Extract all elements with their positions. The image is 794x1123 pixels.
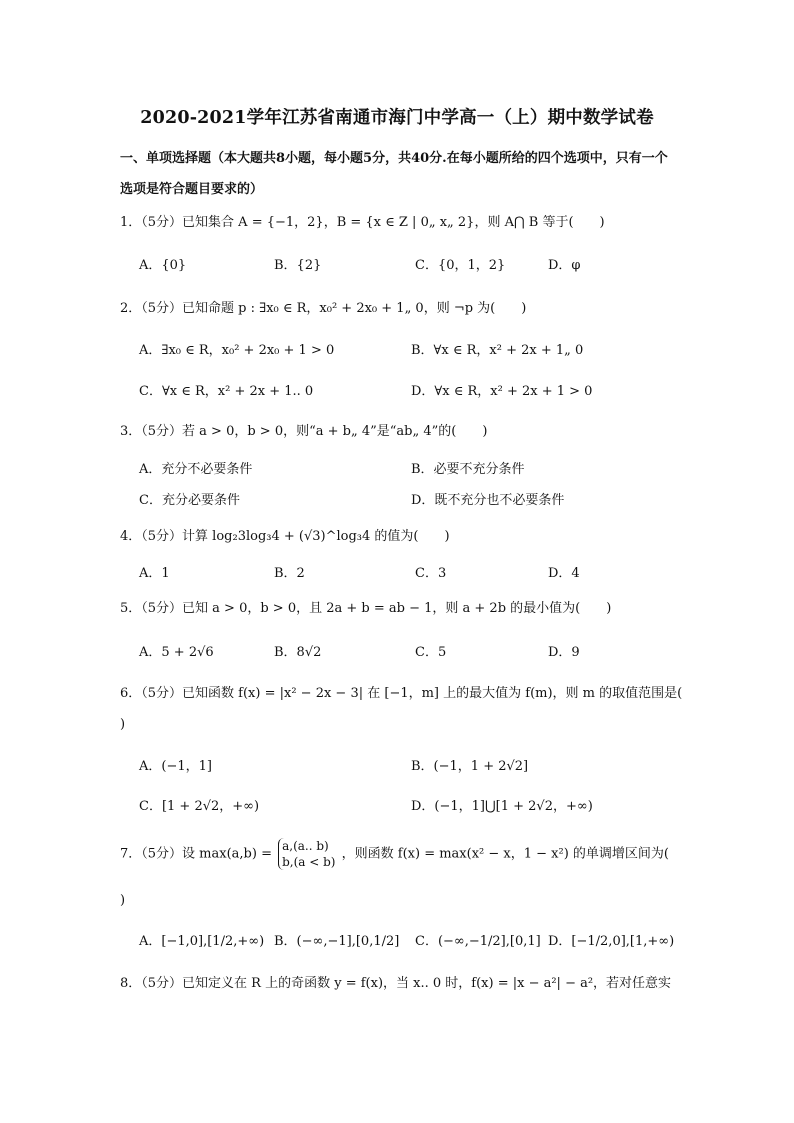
piecewise-brace [278, 838, 335, 870]
question-2-stem: 2．（5分）已知命题 p : ∃x₀ ∈ R，x₀² + 2x₀ + 1„ 0，则 ¬p 为( ) [120, 301, 527, 316]
question-6-stem: 6．（5分）已知函数 f(x) = |x² − 2x − 3| 在 [−1，m] 上的最大值为 f(m)，则 m 的取值范围是( [120, 686, 683, 701]
option-b: B．∀x ∈ R，x² + 2x + 1„ 0 [411, 343, 584, 358]
question-5-stem: 5．（5分）已知 a > 0，b > 0，且 2a + b = ab − 1，则 a + 2b 的最小值为( ) [120, 601, 612, 616]
question-1-stem: 1．（5分）已知集合 A = {−1，2}，B = {x ∈ Z | 0„ x„ 2}，则 A⋂ B 等于( ) [120, 215, 605, 230]
option-d: D．9 [548, 645, 580, 660]
option-b: B．(−1，1 + 2√2] [411, 759, 529, 774]
question-4-stem: 4．（5分）计算 log₂3log₃4 + (√3)^log₃4 的值为( ) [120, 529, 450, 544]
option-c: C．5 [415, 645, 447, 660]
option-d: D．[−1/2,0],[1,+∞) [548, 934, 675, 949]
option-d: D．φ [548, 258, 581, 273]
option-d: D．(−1，1]⋃[1 + 2√2，+∞) [411, 799, 593, 814]
option-a: A．5 + 2√6 [139, 645, 214, 660]
option-d: D．既不充分也不必要条件 [411, 493, 565, 508]
option-a: A．{0} [139, 258, 187, 273]
question-7-stem-before: 7．（5分）设 max(a,b) = [120, 846, 272, 862]
option-c: C．充分必要条件 [139, 493, 240, 508]
piecewise-case-2: b,(a < b) [282, 855, 336, 869]
option-b: B．2 [274, 566, 305, 581]
question-7-stem-cont: ) [120, 893, 126, 908]
option-a: A．∃x₀ ∈ R，x₀² + 2x₀ + 1 > 0 [139, 343, 335, 358]
option-a: A．[−1,0],[1/2,+∞) [139, 934, 265, 949]
option-a: A．充分不必要条件 [139, 462, 253, 477]
option-c: C．∀x ∈ R，x² + 2x + 1.. 0 [139, 384, 314, 399]
piecewise-case-1: a,(a.. b) [282, 839, 329, 853]
option-b: B．8√2 [274, 645, 322, 660]
question-7-stem [120, 838, 680, 870]
option-c: C．(−∞,−1/2],[0,1] [415, 934, 541, 949]
option-b: B．必要不充分条件 [411, 462, 525, 477]
option-b: B．{2} [274, 258, 322, 273]
question-7-stem-after: ，则函数 f(x) = max(x² − x，1 − x²) 的单调增区间为( [341, 846, 669, 862]
question-6-stem-cont: ) [120, 717, 126, 732]
option-c: C．{0，1，2} [415, 258, 506, 273]
question-8-stem: 8．（5分）已知定义在 R 上的奇函数 y = f(x)，当 x.. 0 时，f(x) = |x − a²| − a²，若对任意实 [120, 976, 672, 991]
exam-title: 2020-2021学年江苏省南通市海门中学高一（上）期中数学试卷 [140, 108, 654, 128]
option-a: A．1 [139, 566, 170, 581]
option-c: C．3 [415, 566, 447, 581]
option-c: C．[1 + 2√2，+∞) [139, 799, 260, 814]
section-heading: 一、单项选择题（本大题共8小题，每小题5分，共40分.在每小题所给的四个选项中，只有一个选项是符合题目要求的） [120, 151, 668, 197]
option-b: B．(−∞,−1],[0,1/2] [274, 934, 400, 949]
option-a: A．(−1，1] [139, 759, 212, 774]
option-d: D．∀x ∈ R，x² + 2x + 1 > 0 [411, 384, 593, 399]
question-3-stem: 3．（5分）若 a > 0，b > 0，则“a + b„ 4”是“ab„ 4”的( ) [120, 424, 488, 439]
option-d: D．4 [548, 566, 580, 581]
